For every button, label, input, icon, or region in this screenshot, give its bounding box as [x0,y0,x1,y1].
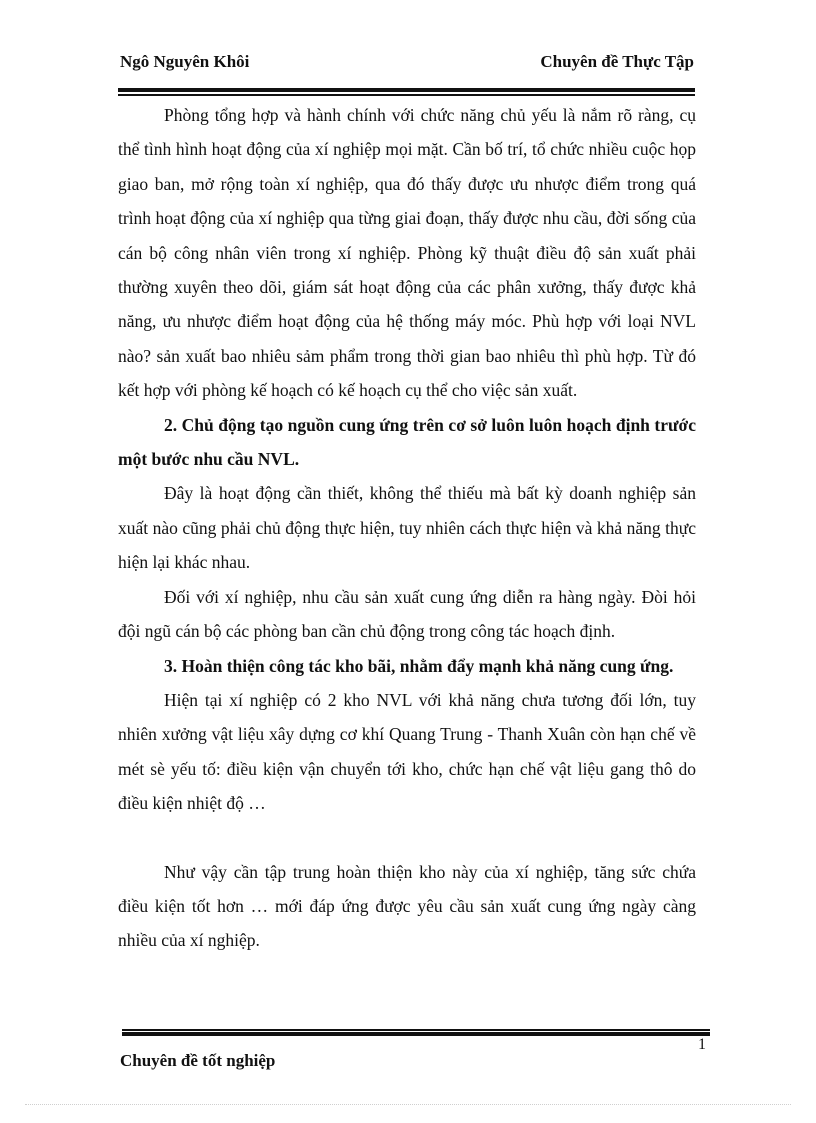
paragraph-4: Hiện tại xí nghiệp có 2 kho NVL với khả năng chưa tương đối lớn, tuy nhiên xưởng vật liệu xây dựng cơ khí Quang Trung - Thanh Xuân còn hạn chế về mét sè yếu tố: điều kiện vận chuyển tới kho, chức hạn chế vật liệu gang thô do điều kiện nhiệt độ … [118,689,696,814]
document-body [118,98,696,958]
header-author: Ngô Nguyên Khôi [120,52,250,71]
footer-rule-thin [122,1029,710,1031]
section-heading-2: 2. Chủ động tạo nguồn cung ứng trên cơ sở luôn luôn hoạch định trước một bước nhu cầu NVL. [118,414,696,470]
paragraph-2: Đây là hoạt động cần thiết, không thể thiếu mà bất kỳ doanh nghiệp sản xuất nào cũng phải chủ động thực hiện, tuy nhiên cách thực hiện và khả năng thực hiện lại khác nhau. [118,483,696,573]
section-heading-3: 3. Hoàn thiện công tác kho bãi, nhằm đẩy mạnh khả năng cung ứng. [164,655,674,676]
page-number: 1 [698,1036,706,1053]
paragraph-1: Phòng tổng hợp và hành chính với chức năng chủ yếu là nắm rõ ràng, cụ thể tình hình hoạt động của xí nghiệp mọi mặt. Cần bố trí, tổ chức nhiều cuộc họp giao ban, mở rộng toàn xí nghiệp, qua đó thấy được ưu nhược điểm trong quá trình hoạt động của xí nghiệp qua từng giai đoạn, thấy được nhu cầu, đời sống của cán bộ công nhân viên trong xí nghiệp. Phòng kỹ thuật điều độ sản xuất phải thường xuyên theo dõi, giám sát hoạt động của các phân xưởng, thấy được khả năng, ưu nhược điểm hoạt động của hệ thống máy móc. Phù hợp với loại NVL nào? sản xuất bao nhiêu sảm phẩm trong thời gian bao nhiêu thì phù hợp. Từ đó kết hợp với phòng kế hoạch có kế hoạch cụ thể cho việc sản xuất. [118,105,696,401]
paragraph-gap [118,821,696,855]
footer-label: Chuyên đề tốt nghiệp [120,1051,276,1070]
paragraph-5: Như vậy cần tập trung hoàn thiện kho này của xí nghiệp, tăng sức chứa điều kiện tốt hơn … mới đáp ứng được yêu cầu sản xuất cung ứng ngày càng nhiều của xí nghiệp. [118,861,696,951]
page-bottom-divider [25,1104,791,1105]
header-title: Chuyên đề Thực Tập [540,52,694,71]
paragraph-3: Đối với xí nghiệp, nhu cầu sản xuất cung ứng diễn ra hàng ngày. Đòi hỏi đội ngũ cán bộ các phòng ban cần chủ động trong công tác hoạch định. [118,586,696,642]
header-rule-thin [118,94,695,96]
header-rule-thick [118,88,695,92]
footer-rule-thick [122,1032,710,1036]
